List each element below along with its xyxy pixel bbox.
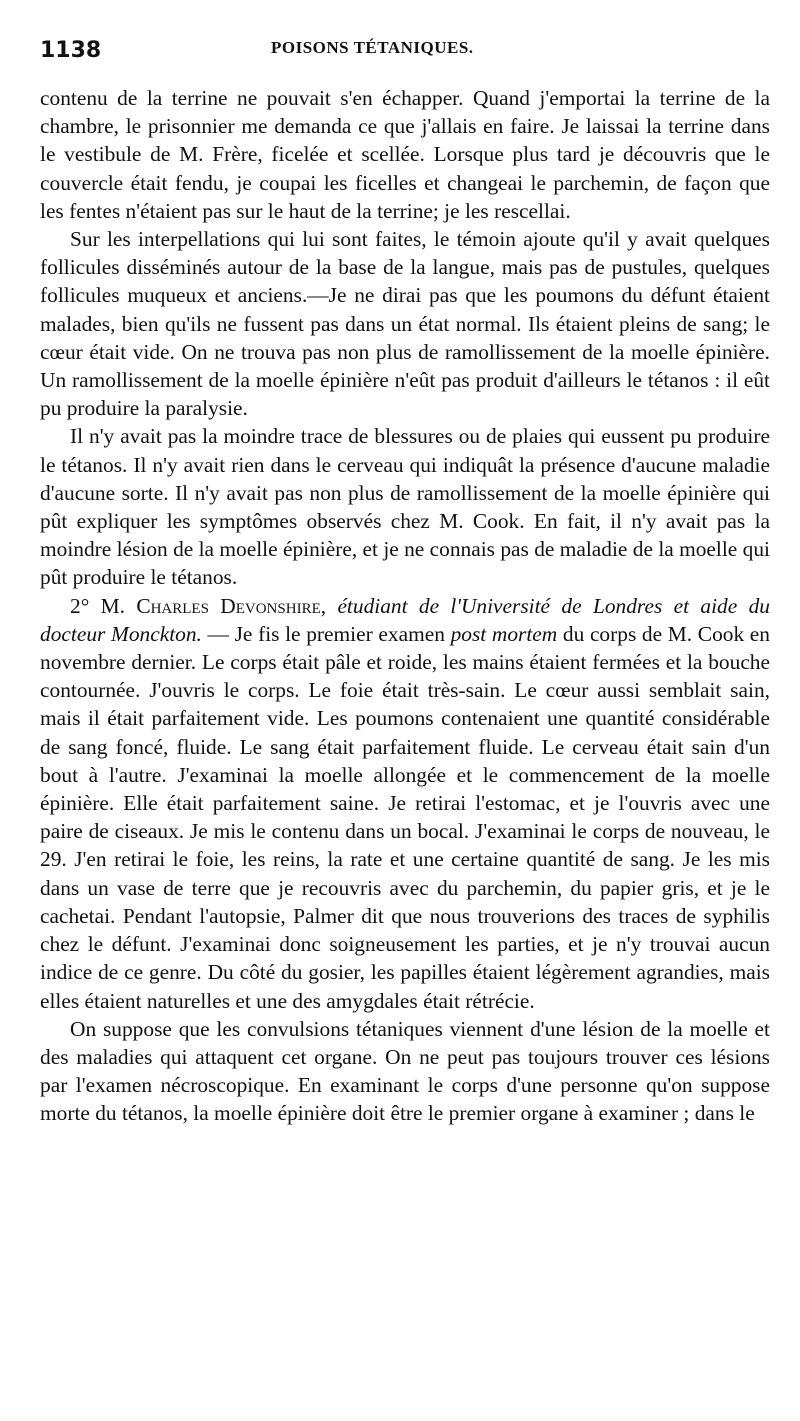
paragraph-convulsions: On suppose que les convulsions tétaniques viennent d'une lésion de la moelle et des maladies qui attaquent cet organe. On ne peut pas toujours trouver ces lésions par l'examen nécroscopique. En examinant le corps d'une personne qu'on suppose morte du tétanos, la moelle épinière doit être le premier organe à examiner ; dans le [40,1016,770,1126]
body-text [40,84,770,1128]
running-title: POISONS TÉTANIQUES. [271,38,474,57]
running-header [40,38,770,84]
paragraph-terrine: contenu de la terrine ne pouvait s'en échapper. Quand j'emportai la terrine de la chambre, le prisonnier me demanda ce que j'allais en faire. Je laissai la terrine dans le vestibule de M. Frère, ficelée et scellée. Lorsque plus tard je découvris que le couvercle était fendu, je coupai les ficelles et changeai le parchemin, de façon que les fentes n'étaient pas sur le haut de la terrine; je les rescellai. [40,86,770,223]
witness-text-b: du corps de M. Cook en novembre dernier. Le corps était pâle et roide, les mains étaient fermées et la bouche contournée. J'ouvris le corps. Le foie était très-sain. Le cœur aussi semblait sain, mais il était parfaitement vide. Les poumons contenaient une quantité considérable de sang foncé, fluide. Le sang était parfaitement fluide. Le cerveau était sain d'un bout à l'autre. J'examinai la moelle allongée et le commencement de la moelle épinière. Elle était parfaitement saine. Je retirai l'estomac, et je l'ouvris avec une paire de ciseaux. Je mis le contenu dans un bocal. J'examinai le corps de nouveau, le 29. J'en retirai le foie, les reins, la rate et une certaine quantité de sang. Je les mis dans un vase de terre que je recouvris avec du parchemin, du papier gris, et je le cachetai. Pendant l'autopsie, Palmer dit que nous trouverions des traces de syphilis chez le défunt. J'examinai donc soigneusement les parties, et je n'y trouvai aucun indice de ce genre. Du côté du gosier, les papilles étaient légèrement agrandies, mais elles étaient naturelles et une des amygdales était rétrécie. [40,621,770,1013]
witness-number: 2° M. [70,593,137,618]
paragraph-interpellations: Sur les interpellations qui lui sont faites, le témoin ajoute qu'il y avait quelques follicules disséminés autour de la base de la langue, mais pas de pustules, quelques follicules muqueux et anciens.—Je ne dirai pas que les poumons du défunt étaient malades, bien qu'ils ne fussent pas dans un état normal. Ils étaient pleins de sang; le cœur était vide. On ne trouva pas non plus de ramollissement de la moelle épinière. Un ramollissement de la moelle épinière n'eût pas produit d'ailleurs le tétanos : il eût pu produire la paralysie. [40,227,770,421]
book-page [40,38,770,1128]
paragraph-no-lesion: Il n'y avait pas la moindre trace de blessures ou de plaies qui eussent pu produire le tétanos. Il n'y avait rien dans le cerveau qui indiquât la présence d'aucune maladie d'aucune sorte. Il n'y avait pas non plus de ramollissement de la moelle épinière qui pût expliquer les symptômes observés chez M. Cook. En fait, il n'y avait pas la moindre lésion de la moelle épinière, et je ne connais pas de maladie de la moelle qui pût produire le tétanos. [40,424,770,590]
witness-role: étudiant de l'Université de Londres et aide du docteur Monckton. [40,593,770,646]
paragraph-witness-devonshire [40,592,770,1015]
page-number: 1138 [40,38,102,63]
witness-text-a: — Je fis le premier examen [201,621,451,646]
latin-phrase: post mortem [450,621,558,646]
witness-name: Charles Devonshire, [136,593,327,618]
